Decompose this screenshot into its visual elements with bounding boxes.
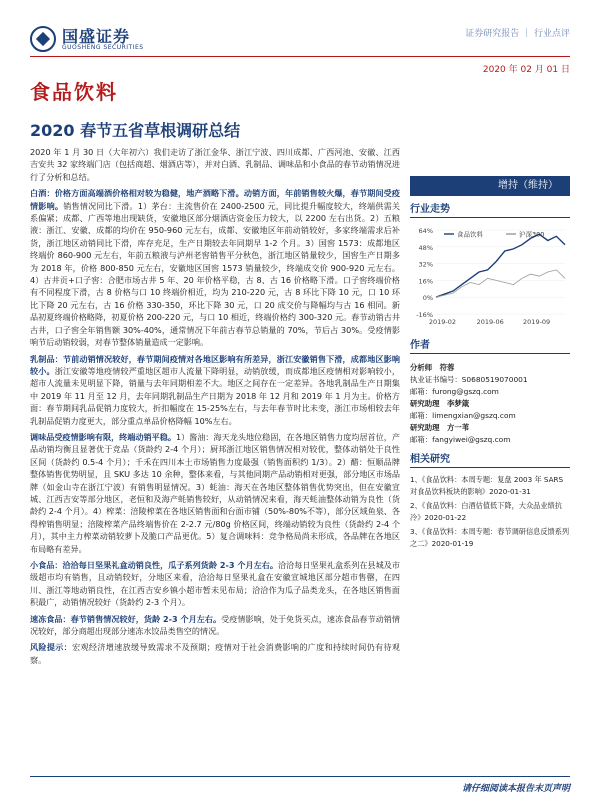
authors-list	[410, 362, 570, 446]
author-entry	[410, 422, 570, 446]
paragraph-body: 浙江安徽等地疫情较严重地区超市人流量下降明显，动销放缓，而成都地区疫情相对影响较小，超市人流量未见明显下降，销量与去年同期相差不大。地区之间存在一定差异。各地乳制品生产日期集中 2019 年 11 月至 12 月，去年同期乳制品生产日期为 2018 年 12 月和 2019 年 1 月为主。价格方面：春节期间乳品促销力度较大，折扣幅度在 15-25%左右，与去年春节时比未变，浙江市场相较去年乳制品促销力度更大，部分重点单品价格降幅 10%左右。	[30, 365, 400, 426]
paragraph-body: 宏观经济增速放缓导致需求不及预期；疫情对于社会消费影响的广度和持续时间仍有待观察。	[30, 642, 400, 665]
industry-trend-chart	[410, 222, 570, 332]
trend-heading: 行业走势	[410, 200, 570, 218]
paragraph-body: 洽洽每日坚果礼盒系列在县城及市级超市均有销售，且动销较好，分地区来看，洽洽每日坚果礼盒在安徽宣城地区部分超市售罄，在四川、浙江等地动销良性，在江西吉安乡镇小超市暂未见布局；洽洽作为瓜子品类龙头，在各地区销售面积最广，动销情况较好（货龄约 2-3 个月）。	[30, 560, 400, 608]
y-tick-label: 16%	[418, 277, 433, 286]
paragraph-body: 1）酱油：海天龙头地位稳固，在各地区销售力度均居首位，产品动销均衡且显著优于竞品（货龄约 2-4 个月）；厨邦浙江地区销售情况相对较优，整体动销处于良性区间（货龄约 0.5-4 个月）；千禾在四川本土市场销售力度最强（销售面积约 1/3）。2）醋：恒顺品牌整体销售优势明显，且 SKU 多达 10 余种，整体来看，与其他同期产品动销相对更强，部分地区市场品牌（如金山寺在浙江宁波）有销售明显情况。3）蚝油：海天在各地区整体销售优势突出，但在安徽宣城、江西吉安等部分地区，老恒和及海产蚝销售较好，从动销情况来看，海天蚝油整体动销为良性（货龄约 2-4 个月）。4）榨菜：涪陵榨菜在各地区销售面和台面市铺（50%-80%不等），部分区域鱼泉、各得榨销售明显；涪陵榨菜产品终端售价在 2-2.7 元/80g 价格区间，终端动销较为良性（货龄约 2-4 个月），其中主力榨菜动销较萝卜及脆口产品更优。5）复合调味料：竞争格局尚未形成，各品牌在各地区布局略有差异。	[30, 431, 400, 554]
body-paragraph	[30, 353, 400, 427]
related-list	[410, 474, 570, 550]
legend-label: 沪深300	[519, 230, 545, 239]
author-role: 研究助理	[410, 423, 447, 432]
author-role: 分析师	[410, 363, 440, 372]
paragraph-body: 销售情况同比下滑。1）茅台：主流售价在 2400-2500 元，同比提升幅度较大，终端供需关系偏紧；成都、广西等地出现缺货，安徽地区部分烟酒店资金压力较大，以 2200 左右出货。2）五粮液：浙江、安徽、成都的均价在 950-960 元左右，成都、安徽地区年前动销较好，多家终端需求后补货，浙江地区动销同比下滑，库存充足，生产日期较去年同期早 1-2 个月。3）国窖 1573：成都地区终端价 860-900 元左右，年前五粮液与泸州老窖销售平分秋色，浙江地区销量较少，国窖生产日期多为 2018 年，价格 800-850 元左右，安徽地区国窖 1573 销量较少，终端成交价 900-920 元左右。4）古井贡+口子窖：合肥市场古井 5 年、20 年价格平稳，古 8、古 16 价格略下滑。口子窖终端价格有不同程度下滑，古 8 价格与口 10 终端价相近，均为 210-220 元，古 8 环比下降 10 元，口 10 环比下降 20 元左右，古 16 价格 330-350，环比下降 30 元，口 20 成交价与降幅均与古 16 相同。新品初夏终端价格略降，初夏价格 200-220 元，与口 10 相近，终端价格约 300-320 元。春节动销古井古井，口子窖全年销售额 30%-40%，通常情况下年前古春节总销量的 70%，节后占 30%。受疫情影响节后动销较弱，对春节整体销量造成一定影响。	[30, 200, 400, 348]
body-paragraph	[30, 641, 400, 666]
paragraph-body: 受疫情影响，处于免货买点，速冻食品春节动销情况较好，部分商超出现部分速冻水饺品类售空的情况。	[30, 613, 400, 637]
author-detail: 邮箱：furong@gszq.com	[410, 387, 499, 396]
y-tick-label: 64%	[418, 227, 433, 235]
series-line	[436, 234, 565, 297]
footer-disclaimer: 请仔细阅读本报告末页声明	[461, 784, 570, 794]
x-tick-label: 2019-02	[428, 318, 457, 326]
logo-text-cn: 国盛证券	[62, 27, 131, 46]
paragraph-lead: 速冻食品：	[30, 613, 71, 624]
company-logo	[30, 24, 150, 58]
author-name: 符蓉	[439, 363, 455, 372]
author-name: 方一苇	[446, 423, 470, 432]
logo-text-en: GUOSHENG SECURITIES	[62, 44, 144, 51]
legend-label: 食品饮料	[457, 230, 483, 239]
report-type: 证券研究报告 ｜ 行业点评	[465, 29, 570, 39]
paragraph-lead: 风险提示：	[30, 642, 73, 653]
y-tick-label: 32%	[418, 260, 433, 269]
paragraph-lead: 白酒：	[30, 188, 55, 199]
paragraph-highlight: 春节销售情况较好，货龄 2-3 个月左右。	[70, 613, 222, 624]
header-divider	[30, 56, 570, 57]
related-heading: 相关研究	[410, 450, 570, 468]
paragraph-lead: 小食品：	[30, 560, 63, 570]
author-detail: 邮箱：limengxian@gszq.com	[410, 411, 516, 420]
footer-divider	[30, 776, 570, 777]
author-role: 研究助理	[410, 399, 447, 408]
y-tick-label: 0%	[422, 294, 433, 303]
author-entry	[410, 398, 570, 422]
related-report-link[interactable]: 1、《食品饮料：本周专题：复盘 2003 年 SARS 对食品饮料板块的影响》2020-01-31	[410, 475, 564, 496]
page-header	[30, 18, 570, 75]
intro-paragraph: 2020 年 1 月 30 日（大年初六）我们走访了浙江金华、浙江宁波、四川成都、广西河池、安徽、江西吉安共 32 家终端门店（包括商超、烟酒店等），并对白酒、乳制品、调味品和小食品的春节动销情况进行了分析和总结。	[30, 147, 400, 182]
series-line	[436, 270, 565, 297]
report-date: 2020 年 02 月 01 日	[482, 65, 570, 75]
report-title: 2020 春节五省草根调研总结	[30, 121, 241, 140]
author-detail: 邮箱：fangyiwei@gszq.com	[410, 435, 511, 444]
related-report-link[interactable]: 2、《食品饮料：白酒估值低下降，大众品业绩抗冷》2020-01-22	[410, 501, 562, 522]
y-tick-label: 48%	[418, 243, 433, 252]
related-report-link[interactable]: 3、《食品饮料：本周专题：春节调研信息反馈系列之二》2020-01-19	[410, 527, 570, 548]
paragraph-highlight: 洽洽每日坚果礼盒动销良性，瓜子系列货龄 2-3 个月左右。	[62, 560, 279, 570]
rating-badge: 增持（维持）	[410, 176, 570, 196]
paragraph-highlight: 节前动销情况较好，春节期间疫情对各地区影响有所差异，浙江安徽销售下滑，成都地区影响较小。	[30, 353, 400, 376]
body-paragraph	[30, 559, 400, 609]
authors-heading: 作者	[410, 336, 570, 354]
paragraph-lead: 调味品受疫情影响有限，终端动销平稳。	[30, 431, 176, 442]
body-paragraph	[30, 613, 400, 638]
x-tick-label: 2019-06	[476, 318, 504, 326]
author-name: 李梦箴	[446, 399, 470, 408]
body-paragraph	[30, 187, 400, 348]
industry-heading: 食品饮料	[30, 80, 118, 104]
main-content	[30, 146, 400, 670]
sidebar	[410, 176, 570, 552]
logo-icon	[30, 26, 56, 52]
author-detail: 执业证书编号：S0680519070001	[410, 375, 528, 384]
x-tick-label: 2019-09	[523, 318, 551, 326]
paragraph-lead: 乳制品：	[30, 353, 63, 364]
author-entry	[410, 362, 570, 398]
body-paragraph	[30, 431, 400, 555]
paragraph-highlight: 价格方面高端酒价格相对较为稳健，地产酒略下滑。动销方面，年前销售较火爆，春节期间受疫情影响。	[30, 188, 400, 211]
trend-chart-svg	[410, 222, 570, 332]
y-tick-label: -16%	[416, 311, 433, 319]
